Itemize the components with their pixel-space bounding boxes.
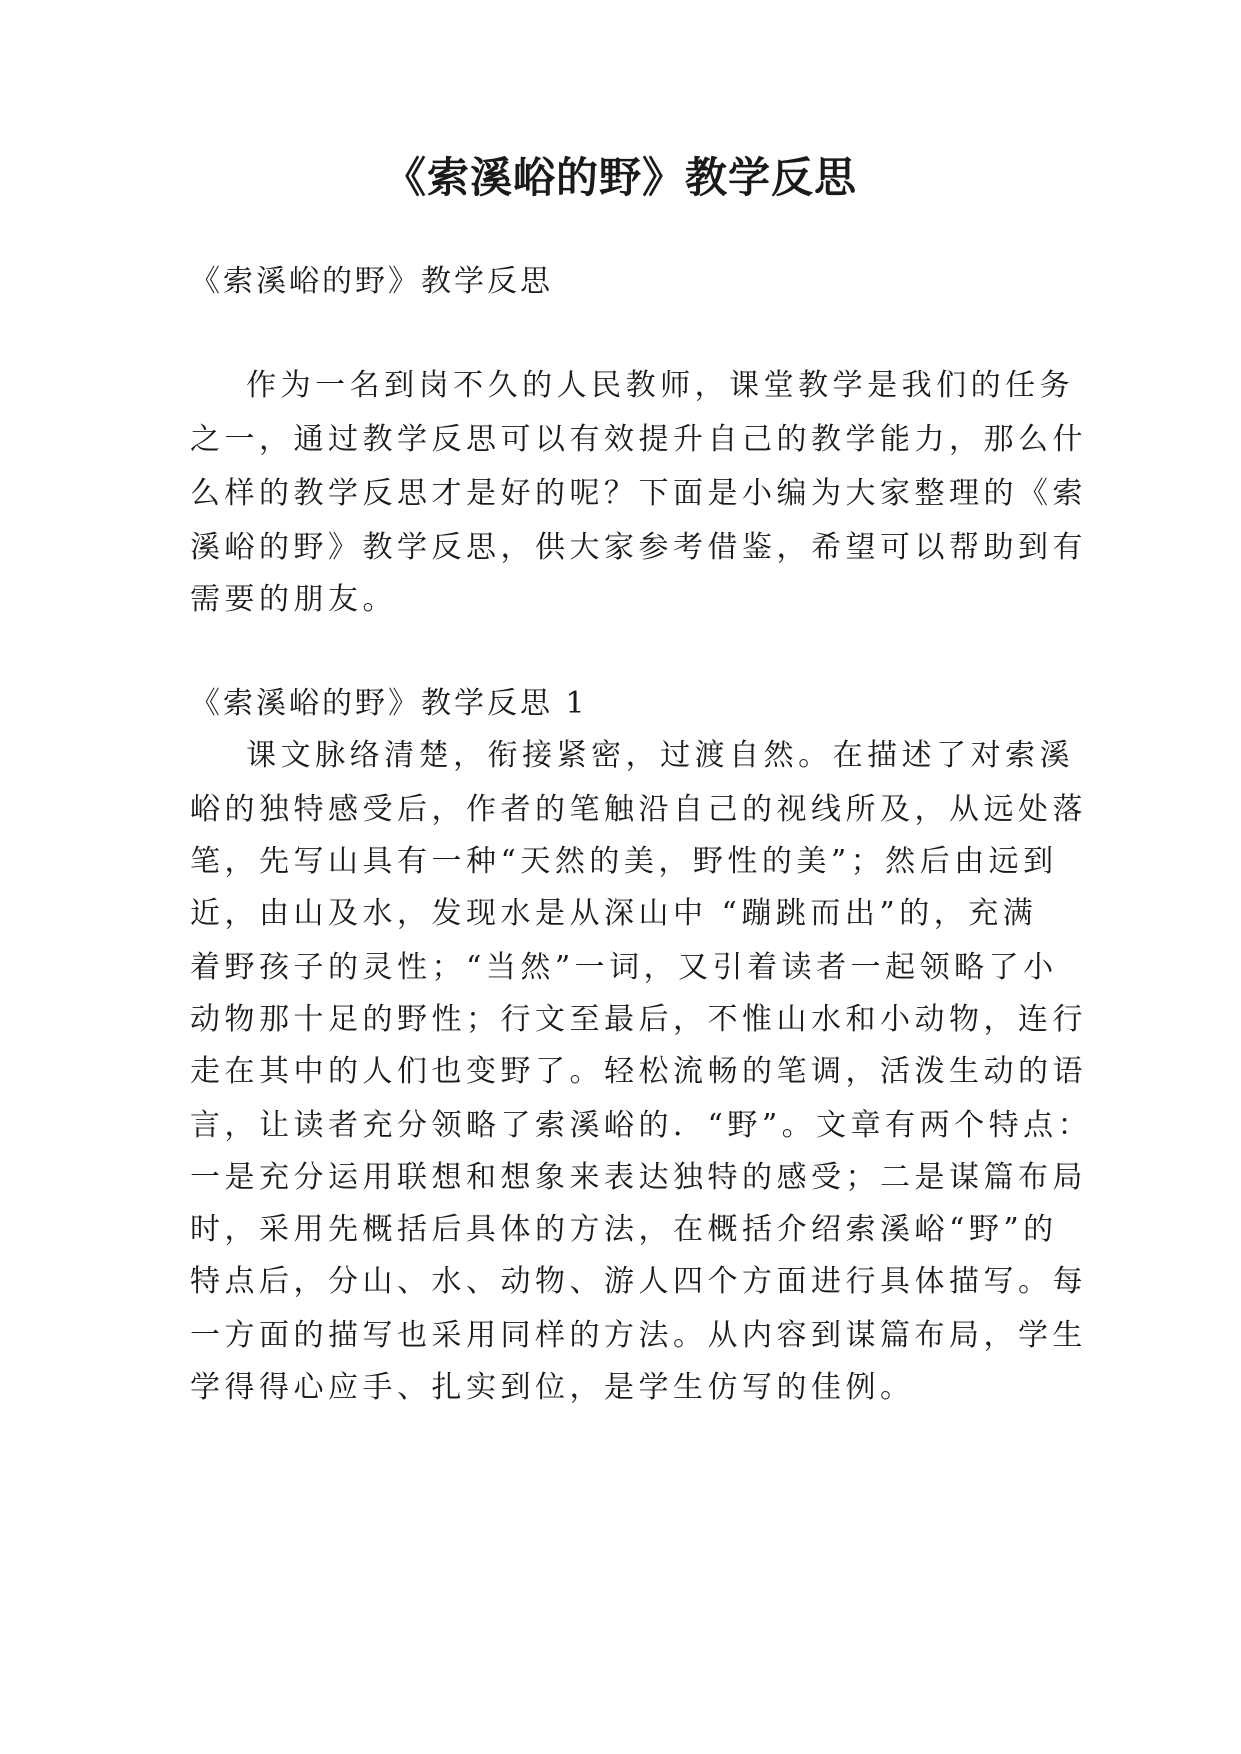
section-line: 动物那十足的野性；行文至最后，不惟山水和小动物，连行: [190, 1002, 1087, 1037]
section-heading: 《索溪峪的野》教学反思 1: [190, 686, 588, 721]
document-subtitle: 《索溪峪的野》教学反思: [190, 264, 553, 299]
intro-line: 溪峪的野》教学反思，供大家参考借鉴，希望可以帮助到有: [190, 530, 1087, 565]
section-line: 着野孩子的灵性；“当然”一词，又引着读者一起领略了小: [190, 950, 1058, 985]
section-line: 峪的独特感受后，作者的笔触沿自己的视线所及，从远处落: [190, 792, 1087, 827]
section-line: 学得得心应手、扎实到位，是学生仿写的佳例。: [190, 1370, 915, 1405]
section-line: 近，由山及水，发现水是从深山中 “蹦跳而出”的，充满: [190, 896, 1038, 931]
section-line: 走在其中的人们也变野了。轻松流畅的笔调，活泼生动的语: [190, 1054, 1087, 1089]
section-line: 一是充分运用联想和想象来表达独特的感受；二是谋篇布局: [190, 1160, 1087, 1195]
section-line: 一方面的描写也采用同样的方法。从内容到谋篇布局，学生: [190, 1318, 1087, 1353]
section-line: 时，采用先概括后具体的方法，在概括介绍索溪峪“野”的: [190, 1212, 1058, 1247]
section-line: 特点后，分山、水、动物、游人四个方面进行具体描写。每: [190, 1264, 1087, 1299]
intro-line: 作为一名到岗不久的人民教师，课堂教学是我们的任务: [190, 368, 1075, 403]
intro-line: 么样的教学反思才是好的呢？下面是小编为大家整理的《索: [190, 476, 1087, 511]
intro-line: 之一，通过教学反思可以有效提升自己的教学能力，那么什: [190, 422, 1087, 457]
intro-line: 需要的朋友。: [190, 582, 397, 617]
section-line: 言，让读者充分领略了索溪峪的．“野”。文章有两个特点：: [190, 1108, 1093, 1143]
section-line: 课文脉络清楚，衔接紧密，过渡自然。在描述了对索溪: [190, 738, 1075, 773]
section-line: 笔，先写山具有一种“天然的美，野性的美”；然后由远到: [190, 844, 1058, 879]
document-title: 《索溪峪的野》教学反思: [383, 153, 857, 202]
